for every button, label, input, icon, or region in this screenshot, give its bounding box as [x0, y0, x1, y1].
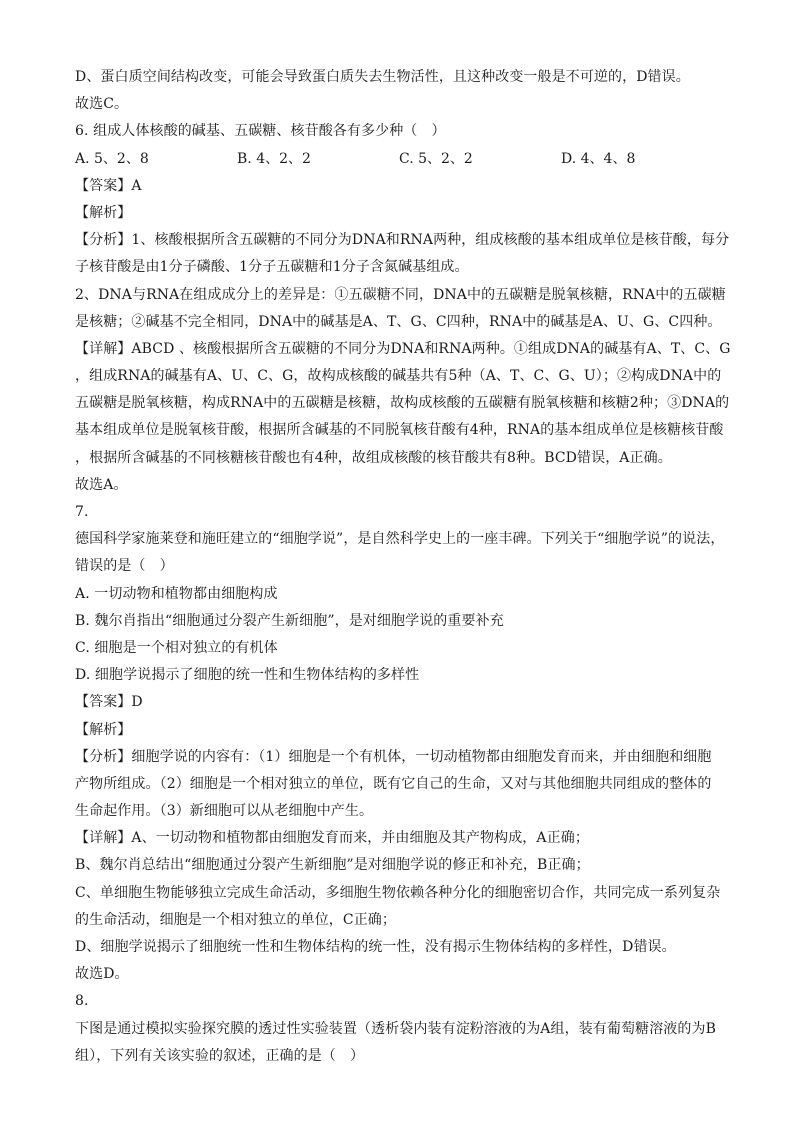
text-line: 故选C。	[75, 96, 129, 113]
text-line: C、单细胞生物能够独立完成生命活动，多细胞生物依赖各种分化的细胞密切合作，共同完成一系列复杂	[75, 884, 721, 901]
text-line: 产物所组成。（2）细胞是一个相对独立的单位，既有它自己的生命，又对与其他细胞共同组成的整体的	[75, 775, 712, 792]
option-c: C. 5、2、2	[399, 150, 473, 167]
question-6-stem: 6. 组成人体核酸的碱基、五碳糖、核苷酸各有多少种（ ）	[75, 123, 446, 140]
option-d: D. 4、4、8	[561, 150, 636, 167]
question-7-stem: 德国科学家施莱登和施旺建立的“细胞学说”，是自然科学史上的一座丰碑。下列关于“细胞学说”的说法，	[75, 531, 725, 548]
question-6-options	[75, 146, 723, 173]
answer-line: 【答案】A	[75, 177, 142, 194]
question-8-stem: 下图是通过模拟实验探究膜的透过性实验装置（透析袋内装有淀粉溶液的为A组，装有葡萄糖溶液的为B	[75, 1020, 716, 1037]
text-line: 故选A。	[75, 476, 128, 493]
analysis-heading: 【解析】	[75, 721, 132, 738]
option-b: B. 魏尔肖指出“细胞通过分裂产生新细胞”，是对细胞学说的重要补充	[75, 612, 504, 629]
option-d: D. 细胞学说揭示了细胞的统一性和生物体结构的多样性	[75, 667, 420, 684]
question-7-stem: 错误的是（ ）	[75, 558, 174, 575]
answer-line: 【答案】D	[75, 694, 143, 711]
option-b: B. 4、2、2	[237, 150, 311, 167]
text-line: 【详解】ABCD 、核酸根据所含五碳糖的不同分为DNA和RNA两种。①组成DNA的碱基有A、T、C、G	[75, 340, 731, 357]
text-line: ，组成RNA的碱基有A、U、C、G，故构成核酸的碱基共有5种（A、T、C、G、U）；②构成DNA中的	[75, 368, 722, 385]
option-a: A. 一切动物和植物都由细胞构成	[75, 585, 278, 602]
question-8-stem: 组），下列有关该实验的叙述，正确的是（ ）	[75, 1047, 365, 1064]
text-line: 五碳糖是脱氧核糖，构成RNA中的五碳糖是核糖，故构成核酸的五碳糖有脱氧核糖和核糖2种；③DNA的	[75, 395, 730, 412]
text-line: 生命起作用。（3）新细胞可以从老细胞中产生。	[75, 803, 374, 820]
text-line: 故选D。	[75, 966, 129, 983]
text-line: ，根据所含碱基的不同核糖核苷酸也有4种，故组成核酸的核苷酸共有8种。BCD错误，A正确。	[75, 449, 672, 466]
text-line: D、蛋白质空间结构改变，可能会导致蛋白质失去生物活性，且这种改变一般是不可逆的，D错误。	[75, 69, 690, 85]
text-line: 【分析】细胞学说的内容有：（1）细胞是一个有机体，一切动植物都由细胞发育而来，并由细胞和细胞	[75, 748, 712, 765]
text-line: 的生命活动，细胞是一个相对独立的单位，C正确；	[75, 911, 397, 928]
text-line: B、魏尔肖总结出“细胞通过分裂产生新细胞”是对细胞学说的修正和补充，B正确；	[75, 857, 590, 874]
analysis-heading: 【解析】	[75, 204, 132, 221]
question-number: 7.	[75, 504, 89, 520]
text-line: 子核苷酸是由1分子磷酸、1分子五碳糖和1分子含氮碱基组成。	[75, 259, 469, 276]
option-c: C. 细胞是一个相对独立的有机体	[75, 639, 278, 656]
text-line: 【详解】A、一切动物和植物都由细胞发育而来，并由细胞及其产物构成，A正确；	[75, 830, 589, 847]
question-number: 8.	[75, 993, 89, 1010]
text-line: 基本组成单位是脱氧核苷酸，根据所含碱基的不同脱氧核苷酸有4种，RNA的基本组成单位是核糖核苷酸	[75, 422, 724, 439]
document-page	[75, 64, 731, 1070]
text-line: D、细胞学说揭示了细胞统一性和生物体结构的统一性，没有揭示生物体结构的多样性，D错误。	[75, 939, 676, 955]
text-line: 2、DNA与RNA在组成成分上的差异是：①五碳糖不同，DNA中的五碳糖是脱氧核糖，RNA中的五碳糖	[75, 286, 726, 303]
text-line: 是核糖；②碱基不完全相同，DNA中的碱基是A、T、G、C四种，RNA中的碱基是A、U、G、C四种。	[75, 313, 722, 330]
text-line: 【分析】1、核酸根据所含五碳糖的不同分为DNA和RNA两种，组成核酸的基本组成单位是核苷酸，每分	[75, 232, 730, 249]
option-a: A. 5、2、8	[75, 150, 149, 167]
